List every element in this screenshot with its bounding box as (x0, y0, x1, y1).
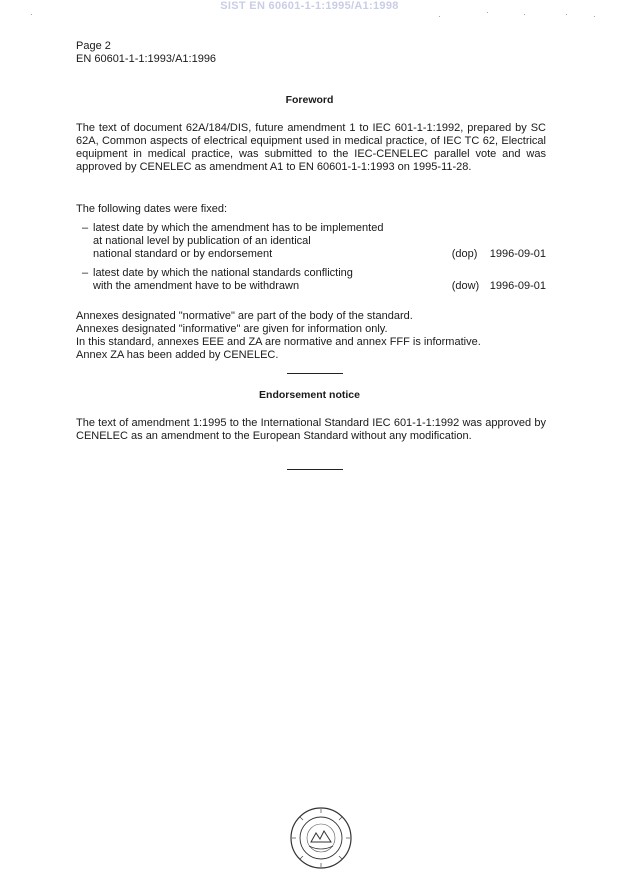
scan-speck: · (486, 8, 489, 17)
item-line: at national level by publication of an identical (93, 235, 311, 247)
dates-list (82, 222, 546, 293)
dates-lead-text: The following dates were fixed: (76, 203, 228, 215)
date-value: 1996-09-01 (489, 280, 546, 292)
item-line: national standard or by endorsement (93, 248, 273, 260)
list-item (82, 267, 546, 293)
scan-speck: · (438, 12, 441, 21)
annex-note-line: In this standard, annexes EEE and ZA are normative and annex FFF is informative. (76, 336, 481, 348)
list-dash: – (82, 267, 89, 279)
section-divider (287, 469, 343, 470)
endorsement-heading: Endorsement notice (259, 389, 360, 401)
foreword-intro-paragraph: The text of document 62A/184/DIS, future amendment 1 to IEC 601-1-1:1992, prepared by SC 62A, Common aspects of electrical equipment used in medical practice, of IEC TC 62, Electrical equipment in medical practice, was submitted to the IEC-CENELEC parallel vote and was approved by CENELEC as amendment A1 to EN 60601-1-1:1993 on 1995-11-28. (76, 122, 546, 173)
annex-note-line: Annexes designated "normative" are part of the body of the standard. (76, 310, 413, 322)
document-watermark-banner: SIST EN 60601-1-1:1995/A1:1998 (220, 0, 399, 12)
standard-reference: EN 60601-1-1:1993/A1:1996 (76, 53, 217, 65)
item-line: latest date by which the amendment has to be implemented (93, 222, 384, 234)
annex-note-line: Annexes designated "informative" are given for information only. (76, 323, 388, 335)
date-code: (dop) (451, 248, 478, 260)
list-dash: – (82, 222, 89, 234)
scan-speck: · (30, 10, 33, 19)
scan-speck: · (565, 10, 568, 19)
section-divider (287, 373, 343, 374)
item-line: with the amendment have to be withdrawn (93, 280, 300, 292)
list-item (82, 222, 546, 261)
item-line: latest date by which the national standards conflicting (93, 267, 353, 279)
institute-seal-stamp (289, 806, 353, 870)
annex-note-line: Annex ZA has been added by CENELEC. (76, 349, 279, 361)
annex-notes (76, 310, 546, 362)
endorsement-paragraph: The text of amendment 1:1995 to the International Standard IEC 601-1-1:1992 was approved by CENELEC as an amendment to the European Standard without any modification. (76, 417, 546, 442)
date-code: (dow) (451, 280, 480, 292)
page-number: Page 2 (76, 40, 111, 52)
page-header (76, 40, 216, 66)
date-value: 1996-09-01 (489, 248, 546, 260)
scan-speck: · (523, 10, 526, 19)
scan-speck: · (593, 12, 596, 21)
foreword-heading: Foreword (285, 94, 334, 106)
